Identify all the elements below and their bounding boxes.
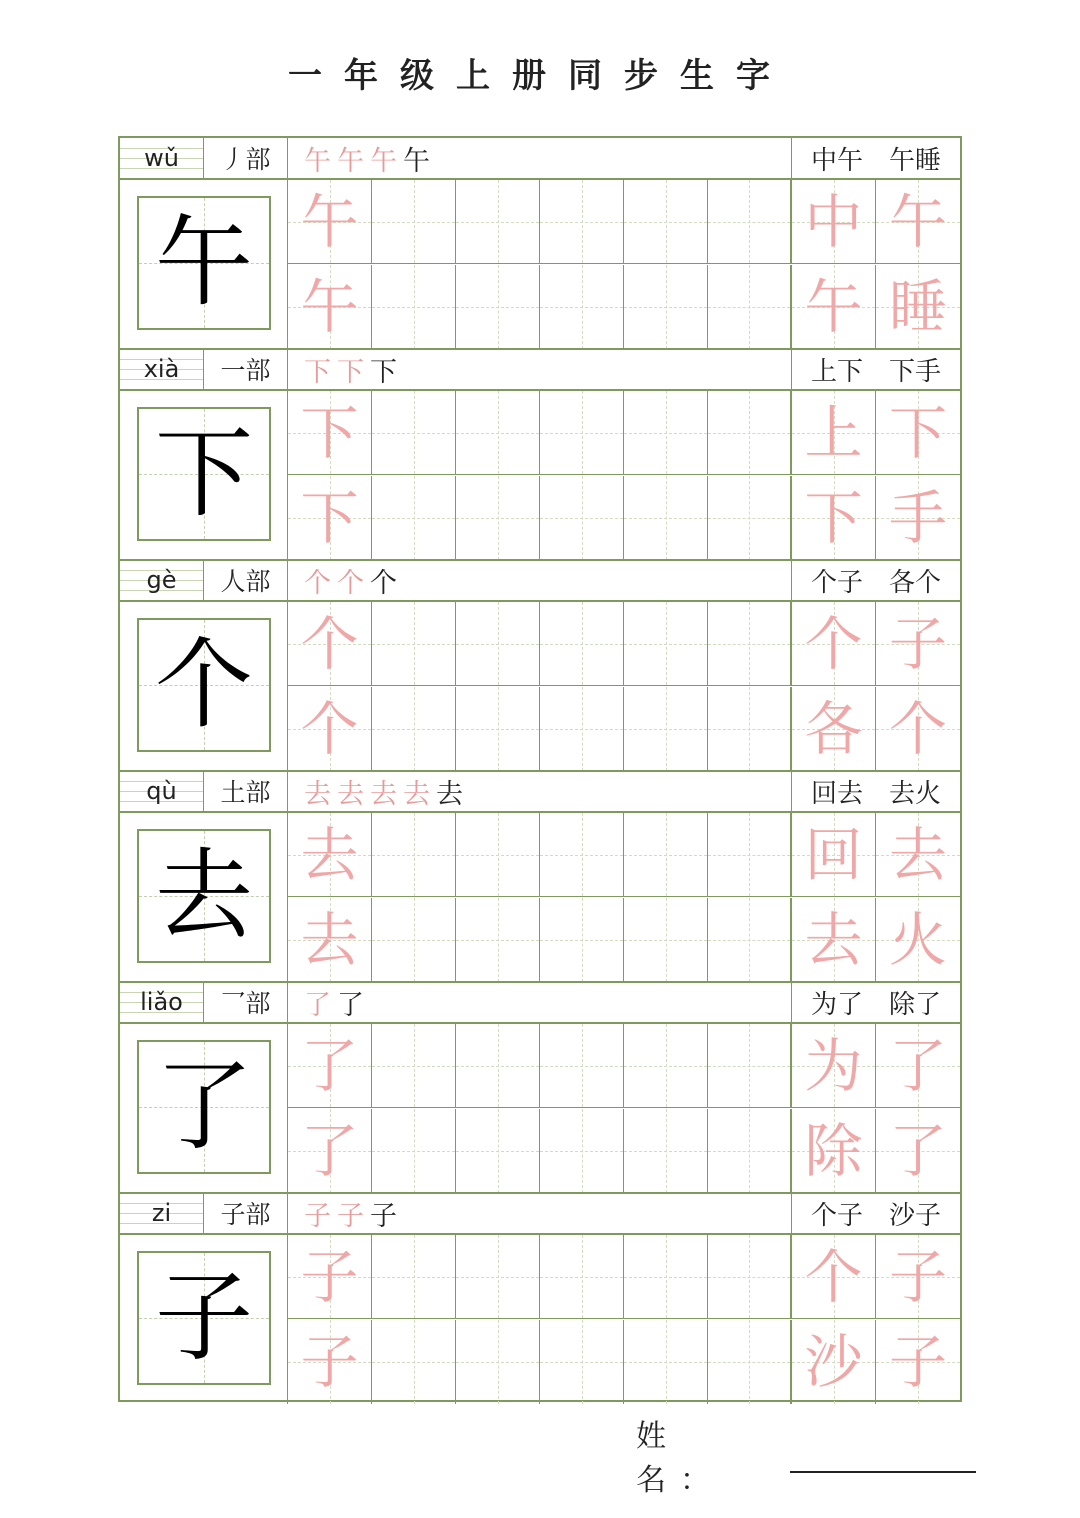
word-trace-character: 午 — [888, 187, 947, 256]
word-trace-character: 睡 — [888, 272, 947, 341]
trace-character: 下 — [300, 398, 359, 467]
trace-character: 下 — [300, 483, 359, 552]
practice-cell[interactable] — [540, 1320, 624, 1404]
word-trace-cell[interactable] — [876, 180, 960, 264]
writing-grid-sheet — [118, 136, 962, 1402]
model-character-box — [137, 618, 271, 752]
practice-cell[interactable] — [540, 391, 624, 475]
stroke-step: 个 — [304, 567, 331, 599]
practice-cell[interactable] — [540, 813, 624, 897]
model-character-area — [120, 1235, 288, 1404]
word-trace-character: 个 — [804, 1242, 863, 1311]
stroke-order-sequence — [288, 560, 792, 600]
practice-cell[interactable] — [372, 898, 456, 982]
model-character-box — [137, 407, 271, 541]
practice-cell[interactable] — [372, 1109, 456, 1193]
word-trace-cell[interactable] — [876, 602, 960, 686]
word-trace-character: 去 — [888, 820, 947, 889]
example-word: 中午 — [810, 145, 863, 176]
example-word: 午睡 — [888, 145, 941, 176]
trace-cell[interactable] — [288, 813, 372, 897]
pinyin-text: gè — [146, 566, 177, 594]
stroke-step: 去 — [370, 778, 397, 810]
stroke-order-sequence — [288, 982, 792, 1022]
word-trace-character: 各 — [804, 694, 863, 763]
practice-cell[interactable] — [540, 898, 624, 982]
practice-cell[interactable] — [624, 180, 708, 264]
stroke-step: 了 — [304, 989, 331, 1021]
practice-cell[interactable] — [456, 391, 540, 475]
word-trace-cell[interactable] — [792, 265, 876, 349]
example-words — [792, 349, 960, 389]
word-trace-cell[interactable] — [876, 687, 960, 771]
trace-cell[interactable] — [288, 1235, 372, 1319]
practice-cell[interactable] — [540, 687, 624, 771]
example-word: 回去 — [810, 778, 863, 809]
practice-cell[interactable] — [456, 1235, 540, 1319]
stroke-step: 去 — [403, 778, 430, 810]
practice-cell[interactable] — [372, 265, 456, 349]
model-character-box — [137, 1251, 271, 1385]
stroke-order-sequence — [288, 771, 792, 811]
stroke-step: 午 — [304, 145, 331, 177]
stroke-step: 下 — [370, 356, 397, 388]
word-trace-cell[interactable] — [792, 898, 876, 982]
trace-character: 子 — [300, 1327, 359, 1396]
practice-cell[interactable] — [708, 1235, 792, 1319]
pinyin-cell — [120, 349, 204, 389]
word-trace-cell[interactable] — [876, 265, 960, 349]
character-header-row — [120, 982, 960, 1024]
practice-cell[interactable] — [708, 265, 792, 349]
practice-grid — [288, 602, 960, 771]
model-character-box — [137, 196, 271, 330]
practice-cell[interactable] — [708, 1320, 792, 1404]
model-character-area — [120, 1024, 288, 1193]
page-title: 一年级上册同步生字 — [288, 56, 792, 96]
word-trace-cell[interactable] — [876, 476, 960, 560]
stroke-step: 午 — [337, 145, 364, 177]
word-trace-cell[interactable] — [792, 1109, 876, 1193]
word-trace-cell[interactable] — [792, 391, 876, 475]
stroke-step: 午 — [370, 145, 397, 177]
word-trace-character: 上 — [804, 398, 863, 467]
radical-label: 乛部 — [204, 982, 288, 1022]
practice-cell[interactable] — [456, 602, 540, 686]
example-word: 去火 — [888, 778, 941, 809]
word-trace-cell[interactable] — [792, 1320, 876, 1404]
practice-cell[interactable] — [456, 898, 540, 982]
word-trace-character: 了 — [888, 1031, 947, 1100]
word-trace-cell[interactable] — [876, 1024, 960, 1108]
example-word: 上下 — [810, 356, 863, 387]
example-words — [792, 1193, 960, 1233]
word-trace-character: 下 — [888, 398, 947, 467]
practice-grid — [288, 180, 960, 349]
pinyin-text: qù — [146, 777, 177, 805]
character-block — [120, 349, 960, 560]
model-character: 个 — [154, 628, 253, 742]
word-trace-character: 子 — [888, 609, 947, 678]
model-character: 子 — [154, 1261, 253, 1375]
word-trace-character: 中 — [804, 187, 863, 256]
example-word: 下手 — [888, 356, 941, 387]
model-character: 午 — [154, 206, 253, 320]
stroke-step: 下 — [337, 356, 364, 388]
practice-cell[interactable] — [372, 602, 456, 686]
character-header-row — [120, 349, 960, 391]
practice-cell[interactable] — [708, 476, 792, 560]
pinyin-cell — [120, 560, 204, 600]
practice-cell[interactable] — [540, 1109, 624, 1193]
practice-cell[interactable] — [624, 391, 708, 475]
practice-cell[interactable] — [372, 1320, 456, 1404]
stroke-step: 个 — [337, 567, 364, 599]
pinyin-text: wǔ — [144, 144, 179, 172]
word-trace-cell[interactable] — [876, 898, 960, 982]
practice-cell[interactable] — [540, 265, 624, 349]
practice-grid — [288, 1235, 960, 1404]
practice-cell[interactable] — [708, 898, 792, 982]
word-trace-cell[interactable] — [876, 1109, 960, 1193]
trace-character: 午 — [300, 272, 359, 341]
word-trace-character: 子 — [888, 1242, 947, 1311]
character-block — [120, 138, 960, 349]
practice-cell[interactable] — [708, 180, 792, 264]
practice-cell[interactable] — [372, 180, 456, 264]
radical-label: 土部 — [204, 771, 288, 811]
word-trace-cell[interactable] — [876, 391, 960, 475]
pinyin-cell — [120, 982, 204, 1022]
pinyin-cell — [120, 138, 204, 178]
example-words — [792, 560, 960, 600]
practice-cell[interactable] — [624, 1109, 708, 1193]
stroke-order-sequence — [288, 138, 792, 178]
model-character: 了 — [154, 1050, 253, 1164]
practice-cell[interactable] — [456, 265, 540, 349]
example-word: 个子 — [810, 1200, 863, 1231]
practice-cell[interactable] — [456, 1024, 540, 1108]
trace-cell[interactable] — [288, 1320, 372, 1404]
character-block — [120, 771, 960, 982]
practice-cell[interactable] — [624, 1235, 708, 1319]
name-field-row — [636, 1419, 976, 1498]
practice-cell[interactable] — [708, 1024, 792, 1108]
practice-grid — [288, 391, 960, 560]
practice-grid — [288, 813, 960, 982]
word-trace-character: 为 — [804, 1031, 863, 1100]
example-words — [792, 982, 960, 1022]
character-block — [120, 560, 960, 771]
practice-cell[interactable] — [456, 687, 540, 771]
practice-cell[interactable] — [540, 1024, 624, 1108]
word-trace-cell[interactable] — [792, 687, 876, 771]
practice-cell[interactable] — [456, 476, 540, 560]
stroke-order-sequence — [288, 349, 792, 389]
radical-label: 人部 — [204, 560, 288, 600]
trace-character: 午 — [300, 187, 359, 256]
trace-cell[interactable] — [288, 180, 372, 264]
model-character-area — [120, 602, 288, 771]
trace-character: 去 — [300, 905, 359, 974]
stroke-step: 个 — [370, 567, 397, 599]
stroke-step: 子 — [304, 1200, 331, 1232]
example-word: 沙子 — [888, 1200, 941, 1231]
word-trace-cell[interactable] — [792, 813, 876, 897]
example-words — [792, 138, 960, 178]
stroke-step: 午 — [403, 145, 430, 177]
trace-cell[interactable] — [288, 602, 372, 686]
practice-cell[interactable] — [708, 813, 792, 897]
example-word: 为了 — [810, 989, 863, 1020]
stroke-step: 去 — [337, 778, 364, 810]
trace-character: 了 — [300, 1031, 359, 1100]
trace-character: 个 — [300, 694, 359, 763]
name-input-line[interactable] — [790, 1437, 976, 1473]
practice-cell[interactable] — [708, 391, 792, 475]
model-character-box — [137, 829, 271, 963]
practice-cell[interactable] — [624, 265, 708, 349]
practice-cell[interactable] — [708, 602, 792, 686]
word-trace-character: 沙 — [804, 1327, 863, 1396]
pinyin-text: xià — [143, 355, 180, 383]
character-block — [120, 982, 960, 1193]
name-label: 姓 名： — [636, 1419, 724, 1498]
trace-cell[interactable] — [288, 476, 372, 560]
practice-cell[interactable] — [624, 1024, 708, 1108]
practice-grid — [288, 1024, 960, 1193]
character-header-row — [120, 560, 960, 602]
practice-cell[interactable] — [372, 476, 456, 560]
trace-character: 去 — [300, 820, 359, 889]
model-character-box — [137, 1040, 271, 1174]
practice-cell[interactable] — [624, 813, 708, 897]
trace-character: 个 — [300, 609, 359, 678]
stroke-step: 子 — [370, 1200, 397, 1232]
example-word: 除了 — [888, 989, 941, 1020]
word-trace-character: 手 — [888, 483, 947, 552]
practice-cell[interactable] — [372, 1024, 456, 1108]
example-word: 个子 — [810, 567, 863, 598]
stroke-step: 去 — [304, 778, 331, 810]
word-trace-cell[interactable] — [792, 602, 876, 686]
word-trace-cell[interactable] — [876, 1235, 960, 1319]
character-block — [120, 1193, 960, 1404]
practice-cell[interactable] — [372, 391, 456, 475]
word-trace-character: 个 — [804, 609, 863, 678]
practice-cell[interactable] — [372, 1235, 456, 1319]
practice-cell[interactable] — [708, 1109, 792, 1193]
word-trace-character: 下 — [804, 483, 863, 552]
practice-cell[interactable] — [540, 476, 624, 560]
practice-cell[interactable] — [540, 1235, 624, 1319]
word-trace-cell[interactable] — [792, 1235, 876, 1319]
pinyin-cell — [120, 771, 204, 811]
character-header-row — [120, 138, 960, 180]
word-trace-character: 个 — [888, 694, 947, 763]
trace-cell[interactable] — [288, 1024, 372, 1108]
stroke-order-sequence — [288, 1193, 792, 1233]
practice-cell[interactable] — [456, 1320, 540, 1404]
word-trace-character: 火 — [888, 905, 947, 974]
practice-cell[interactable] — [456, 813, 540, 897]
stroke-step: 子 — [337, 1200, 364, 1232]
trace-cell[interactable] — [288, 687, 372, 771]
pinyin-cell — [120, 1193, 204, 1233]
practice-cell[interactable] — [456, 1109, 540, 1193]
trace-character: 子 — [300, 1242, 359, 1311]
model-character-area — [120, 180, 288, 349]
character-header-row — [120, 771, 960, 813]
practice-cell[interactable] — [456, 180, 540, 264]
practice-cell[interactable] — [624, 476, 708, 560]
character-header-row — [120, 1193, 960, 1235]
example-words — [792, 771, 960, 811]
practice-cell[interactable] — [624, 898, 708, 982]
practice-cell[interactable] — [624, 687, 708, 771]
practice-cell[interactable] — [708, 687, 792, 771]
model-character: 下 — [154, 417, 253, 531]
practice-cell[interactable] — [624, 602, 708, 686]
word-trace-character: 子 — [888, 1327, 947, 1396]
word-trace-character: 午 — [804, 272, 863, 341]
word-trace-cell[interactable] — [792, 476, 876, 560]
radical-label: 一部 — [204, 349, 288, 389]
trace-cell[interactable] — [288, 265, 372, 349]
word-trace-cell[interactable] — [792, 1024, 876, 1108]
trace-cell[interactable] — [288, 1109, 372, 1193]
stroke-step: 去 — [436, 778, 463, 810]
model-character-area — [120, 813, 288, 982]
stroke-step: 下 — [304, 356, 331, 388]
word-trace-character: 去 — [804, 905, 863, 974]
trace-cell[interactable] — [288, 391, 372, 475]
pinyin-text: zi — [151, 1199, 172, 1227]
practice-cell[interactable] — [540, 602, 624, 686]
radical-label: 丿部 — [204, 138, 288, 178]
word-trace-character: 除 — [804, 1116, 863, 1185]
word-trace-cell[interactable] — [792, 180, 876, 264]
radical-label: 子部 — [204, 1193, 288, 1233]
word-trace-character: 回 — [804, 820, 863, 889]
model-character-area — [120, 391, 288, 560]
practice-cell[interactable] — [372, 687, 456, 771]
practice-cell[interactable] — [624, 1320, 708, 1404]
example-word: 各个 — [888, 567, 941, 598]
trace-cell[interactable] — [288, 898, 372, 982]
word-trace-cell[interactable] — [876, 1320, 960, 1404]
practice-cell[interactable] — [372, 813, 456, 897]
practice-cell[interactable] — [540, 180, 624, 264]
word-trace-cell[interactable] — [876, 813, 960, 897]
word-trace-character: 了 — [888, 1116, 947, 1185]
trace-character: 了 — [300, 1116, 359, 1185]
model-character: 去 — [154, 839, 253, 953]
stroke-step: 了 — [337, 989, 364, 1021]
pinyin-text: liǎo — [140, 988, 183, 1016]
